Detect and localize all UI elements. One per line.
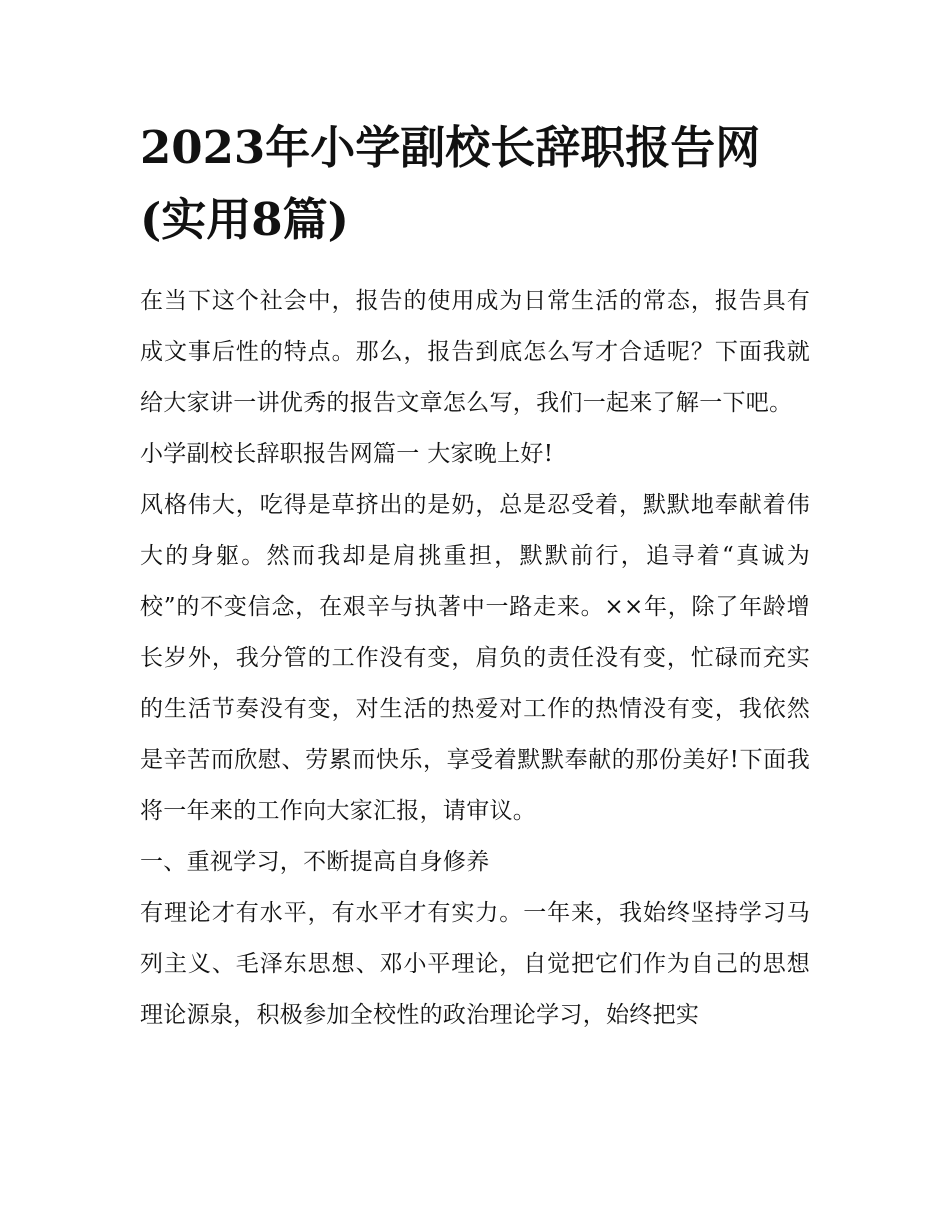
document-body bbox=[140, 276, 810, 1041]
body-paragraph: 风格伟大，吃得是草挤出的是奶，总是忍受着，默默地奉献着伟大的身躯。然而我却是肩挑重担，默默前行，追寻着“真诚为校”的不变信念，在艰辛与执著中一路走来。××年，除了年龄增长岁外，我分管的工作没有变，肩负的责任没有变，忙碌而充实的生活节奏没有变，对生活的热爱对工作的热情没有变，我依然是辛苦而欣慰、劳累而快乐，享受着默默奉献的那份美好!下面我将一年来的工作向大家汇报，请审议。 bbox=[140, 492, 810, 824]
section-heading-chapter-one: 小学副校长辞职报告网篇一 大家晚上好! bbox=[140, 441, 554, 467]
section-heading: 一、重视学习，不断提高自身修养 bbox=[140, 849, 490, 875]
intro-paragraph: 在当下这个社会中，报告的使用成为日常生活的常态，报告具有成文事后性的特点。那么，报告到底怎么写才合适呢？下面我就给大家讲一讲优秀的报告文章怎么写，我们一起来了解一下吧。 bbox=[140, 288, 810, 416]
document-title: 2023年小学副校长辞职报告网(实用8篇) bbox=[140, 121, 761, 246]
body-paragraph: 有理论才有水平，有水平才有实力。一年来，我始终坚持学习马列主义、毛泽东思想、邓小平理论，自觉把它们作为自己的思想理论源泉，积极参加全校性的政治理论学习，始终把实 bbox=[140, 900, 810, 1028]
